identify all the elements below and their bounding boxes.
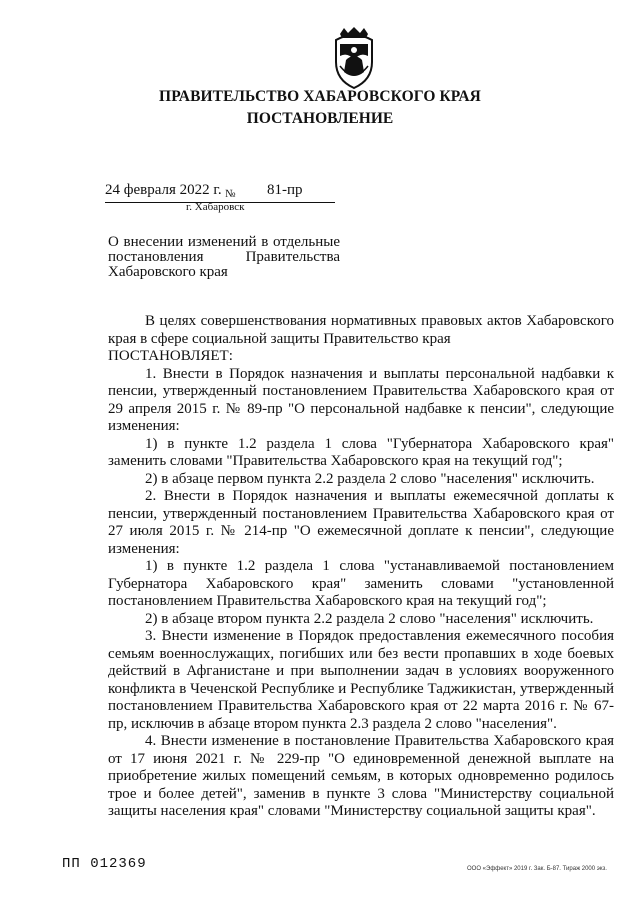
printer-note: ООО «Эффект» 2019 г. Зак. Б-87. Тираж 2000 экз. <box>467 866 607 872</box>
item-paragraph: 4. Внести изменение в постановление Правительства Хабаровского края от 17 июня 2021 г. № 229-пр "О единовременной денежной выплате на приобретение жилых помещений семьям, в которых одновременно родилось трое и более детей", заменив в пункте 3 слова "Министерству социальной защиты населения края" словами "Министерству социальной защиты края". <box>108 733 614 819</box>
subject-line: постановления Правительства <box>108 249 340 265</box>
subject-line: О внесении изменений в отдельные <box>108 234 340 250</box>
subject-line: Хабаровского края <box>108 264 228 280</box>
decree-word: ПОСТАНОВЛЯЕТ: <box>108 348 233 364</box>
subitem-paragraph: 1) в пункте 1.2 раздела 1 слова "Губернатора Хабаровского края" заменить словами "Правительства Хабаровского края на текущий год"; <box>108 435 614 469</box>
item-paragraph: 2. Внести в Порядок назначения и выплаты ежемесячной доплаты к пенсии, утвержденный постановлением Правительства Хабаровского края от 27 июля 2015 г. № 214-пр "О ежемесячной доплате к пенсии", следующие изменения: <box>108 488 614 557</box>
document-subject <box>108 235 340 280</box>
number-label: № <box>225 188 236 200</box>
subitem-paragraph: 2) в абзаце первом пункта 2.2 раздела 2 слово "населения" исключить. <box>145 470 595 487</box>
preamble-paragraph: В целях совершенствования нормативных правовых актов Хабаровского края в сфере социальной защиты Правительство края <box>108 313 614 347</box>
item-paragraph: 3. Внести изменение в Порядок предоставления ежемесячного пособия семьям военнослужащих, погибших или без вести пропавших в ходе боевых действий в Афганистане и при выполнении задач в условиях вооруженного конфликта в Чеченской Республике и Республике Таджикистан, утвержденный постановлением Правительства Хабаровского края от 22 марта 2016 г. № 67-пр, исключив в абзаце втором пункта 2.3 раздела 2 слово "населения". <box>108 628 614 732</box>
subitem-paragraph: 2) в абзаце втором пункта 2.2 раздела 2 слово "населения" исключить. <box>145 610 594 627</box>
document-number: 81-пр <box>267 182 303 198</box>
registration-number: ПП 012369 <box>62 856 147 872</box>
document-type-title: ПОСТАНОВЛЕНИЕ <box>246 110 394 127</box>
government-title: ПРАВИТЕЛЬСТВО ХАБАРОВСКОГО КРАЯ <box>159 88 481 105</box>
subitem-paragraph: 1) в пункте 1.2 раздела 1 слова "устанавливаемой постановлением Губернатора Хабаровского края" заменить словами "установленной постановлением Правительства Хабаровского края на текущий год"; <box>108 558 614 609</box>
coat-of-arms-icon <box>326 26 382 90</box>
city-label: г. Хабаровск <box>186 201 245 213</box>
document-body <box>108 313 614 821</box>
item-paragraph: 1. Внести в Порядок назначения и выплаты персональной надбавки к пенсии, утвержденный постановлением Правительства Хабаровского края от 29 апреля 2015 г. № 89-пр "О персональной надбавке к пенсии", следующие изменения: <box>108 365 614 434</box>
document-date: 24 февраля 2022 г. <box>105 182 222 198</box>
